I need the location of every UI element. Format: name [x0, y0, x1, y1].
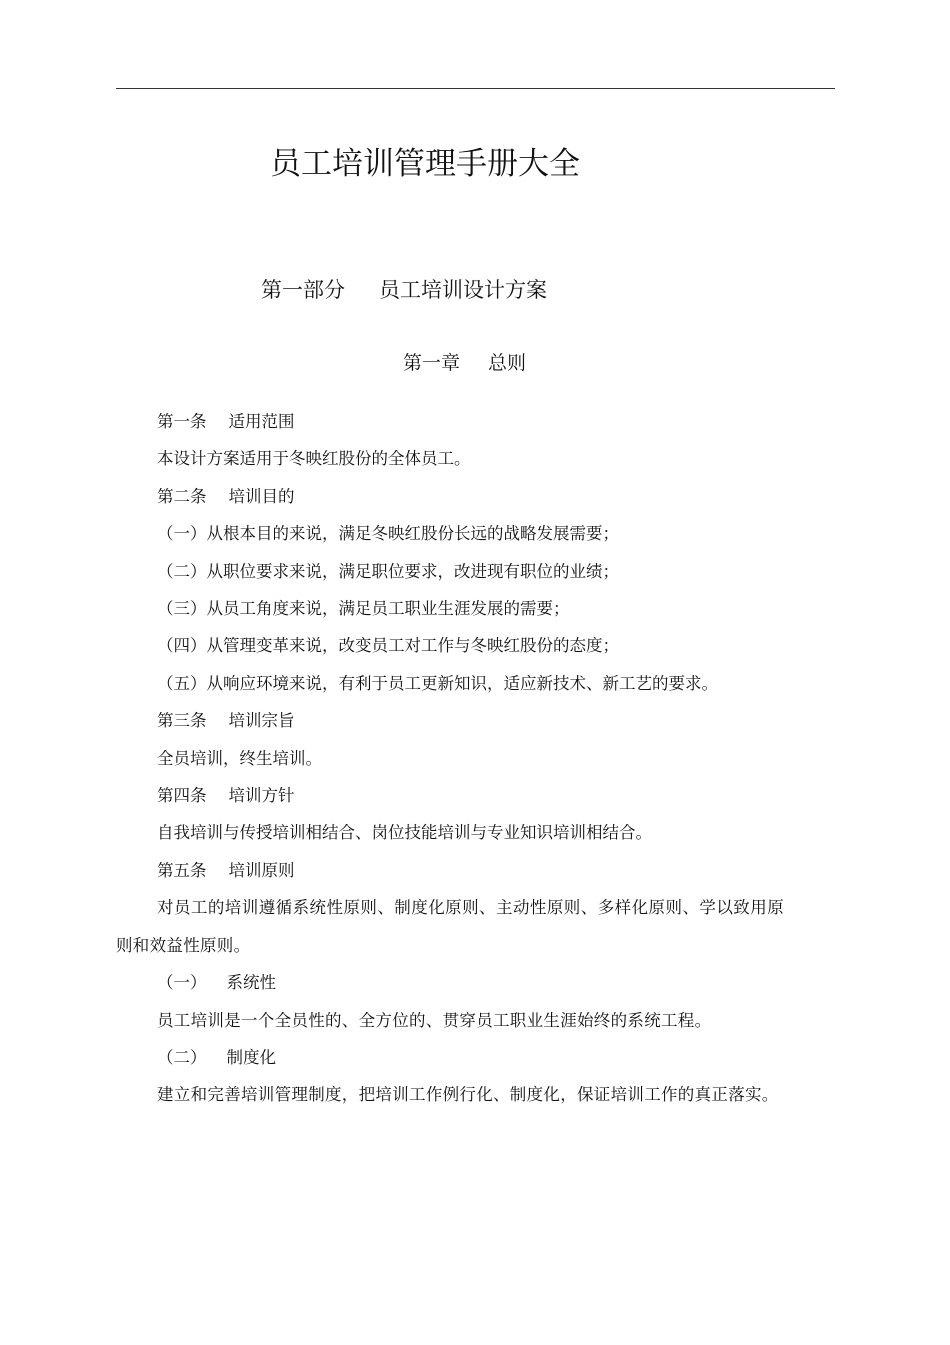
purpose-item-5: （五）从响应环境来说，有利于员工更新知识，适应新技术、新工艺的要求。 — [157, 673, 718, 693]
article-3-text: 全员培训，终生培训。 — [157, 748, 322, 768]
article-number: 第二条 — [157, 486, 207, 506]
article-1-heading — [116, 403, 784, 440]
article-3-heading — [116, 702, 784, 739]
article-number: 第四条 — [157, 786, 207, 806]
article-4-heading — [116, 777, 784, 814]
principle-number: （一） — [157, 973, 207, 993]
header-rule — [116, 88, 835, 89]
principle-name: 系统性 — [226, 973, 276, 993]
article-name: 培训宗旨 — [228, 711, 295, 731]
article-number: 第一条 — [157, 412, 207, 431]
article-number: 第三条 — [157, 711, 207, 731]
article-1-text: 本设计方案适用于冬映红股份的全体员工。 — [157, 449, 471, 469]
purpose-item-1: （一）从根本目的来说，满足冬映红股份长远的战略发展需要； — [157, 524, 619, 544]
part-name: 员工培训设计方案 — [379, 278, 547, 302]
purpose-item-2: （二）从职位要求来说，满足职位要求，改进现有职位的业绩； — [157, 561, 619, 581]
principle-name: 制度化 — [226, 1047, 276, 1067]
article-2-heading — [116, 478, 784, 515]
article-5-text: 对员工的培训遵循系统性原则、制度化原则、主动性原则、多样化原则、学以致用原则和效益性原则。 — [116, 898, 784, 955]
chapter-heading — [403, 349, 526, 377]
article-number: 第五条 — [157, 860, 207, 880]
principle-2-text: 建立和完善培训管理制度，把培训工作例行化、制度化，保证培训工作的真正落实。 — [157, 1085, 779, 1105]
principle-number: （二） — [157, 1047, 207, 1067]
article-name: 培训方针 — [228, 786, 295, 806]
purpose-item-3: （三）从员工角度来说，满足员工职业生涯发展的需要； — [157, 599, 570, 619]
document-title: 员工培训管理手册大全 — [270, 146, 580, 182]
article-5-heading — [116, 852, 784, 889]
purpose-item-4: （四）从管理变革来说，改变员工对工作与冬映红股份的态度； — [157, 636, 619, 656]
principle-2-heading — [116, 1039, 784, 1076]
chapter-name: 总则 — [488, 352, 527, 374]
principle-1-heading — [116, 964, 784, 1001]
article-4-text: 自我培训与传授培训相结合、岗位技能培训与专业知识培训相结合。 — [157, 823, 652, 843]
article-name: 培训目的 — [228, 486, 295, 506]
part-heading — [261, 275, 547, 305]
document-body — [116, 403, 784, 1114]
article-name: 适用范围 — [228, 412, 295, 431]
article-name: 培训原则 — [228, 860, 295, 880]
part-number: 第一部分 — [261, 278, 345, 302]
chapter-number: 第一章 — [403, 352, 461, 374]
principle-1-text: 员工培训是一个全员性的、全方位的、贯穿员工职业生涯始终的系统工程。 — [157, 1010, 712, 1030]
